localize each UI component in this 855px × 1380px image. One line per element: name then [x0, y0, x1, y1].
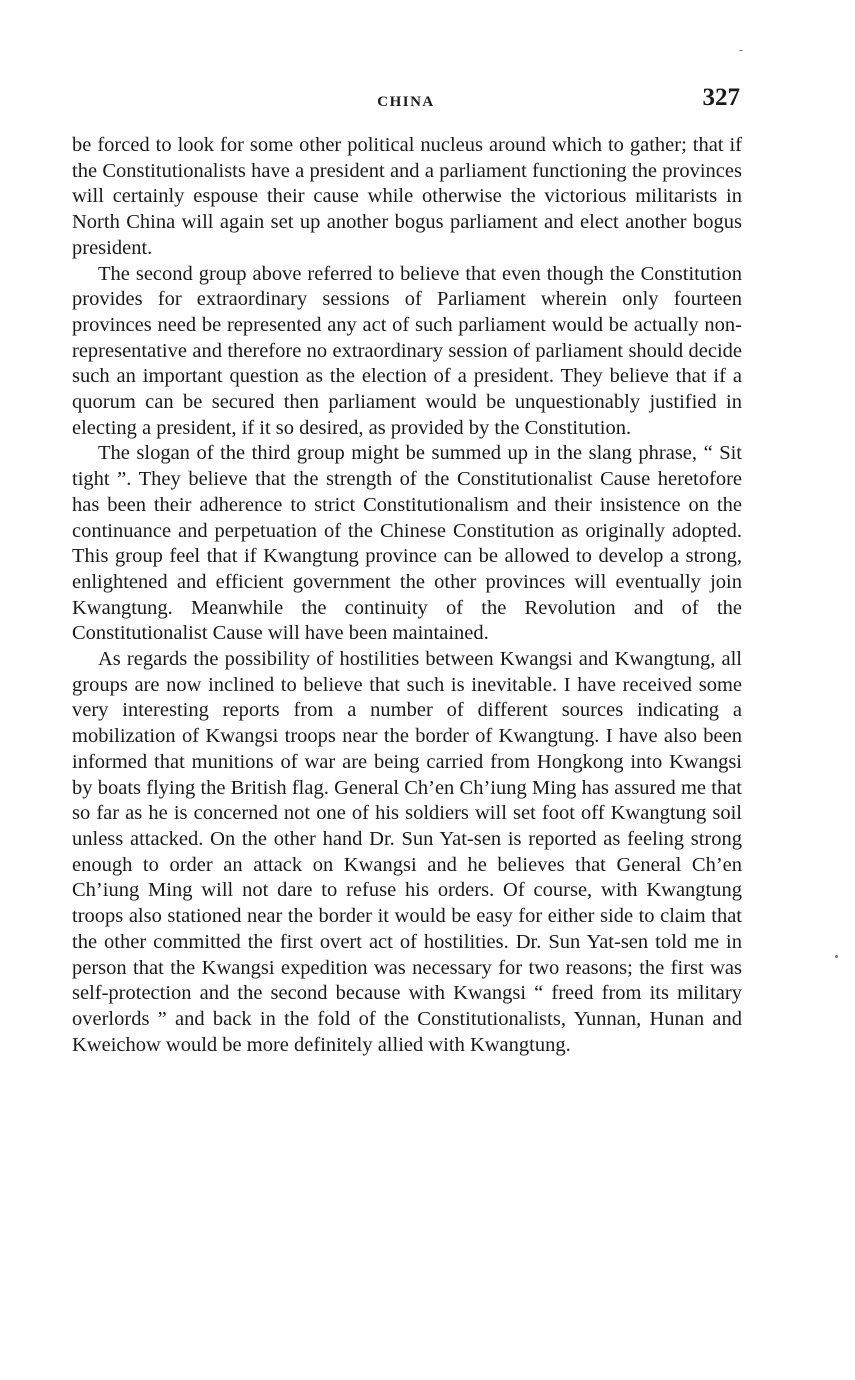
- paragraph-continuation: be forced to look for some other political nucleus around which to gather; that if the Constitutionalists have a president and a parliament functioning the provinces will certainly espouse their cause while otherwise the victorious militarists in North China will again set up another bogus parliament and elect another bogus president.: [72, 134, 742, 259]
- scan-speck: [835, 955, 838, 958]
- paragraph-second-group: The second group above referred to believe that even though the Constitution provides for extraordinary sessions of Parliament wherein only fourteen provinces need be represented any act of such parliament would be actually non-representative and therefore no extraordinary session of parliament should decide such an important question as the election of a president. They believe that if a quorum can be secured then parliament would be unquestionably justified in electing a president, if it so desired, as provided by the Constitution.: [72, 262, 742, 439]
- paragraph-third-group: The slogan of the third group might be summed up in the slang phrase, “ Sit tight ”. They believe that the strength of the Constitutionalist Cause heretofore has been their adherence to strict Constitutionalism and their insistence on the continuance and perpetuation of the Chinese Constitution as originally adopted. This group feel that if Kwangtung province can be allowed to develop a strong, enlightened and efficient government the other provinces will eventually join Kwangtung. Meanwhile the continuity of the Revolution and of the Constitutionalist Cause will have been maintained.: [72, 442, 742, 645]
- running-title: CHINA: [377, 94, 435, 110]
- paragraph-hostilities: As regards the possibility of hostilities between Kwangsi and Kwangtung, all groups are now inclined to believe that such is inevitable. I have received some very interesting reports from a number of different sources indicating a mobilization of Kwangsi troops near the border of Kwangtung. I have also been informed that munitions of war are being carried from Hongkong into Kwangsi by boats flying the British flag. General Ch’en Ch’iung Ming has assured me that so far as he is concerned not one of his soldiers will set foot off Kwangtung soil unless attacked. On the other hand Dr. Sun Yat-sen is reported as feeling strong enough to order an attack on Kwangsi and he believes that General Ch’en Ch’iung Ming will not dare to refuse his orders. Of course, with Kwangtung troops also stationed near the border it would be easy for either side to claim that the other committed the first overt act of hostilities. Dr. Sun Yat-sen told me in person that the Kwangsi expedition was necessary for two reasons; the first was self-protection and the second because with Kwangsi “ freed from its military overlords ” and back in the fold of the Constitutionalists, Yunnan, Hunan and Kweichow would be more definitely allied with Kwangtung.: [72, 648, 742, 1056]
- body-text: [72, 133, 742, 1058]
- page-number: 327: [702, 84, 740, 111]
- scan-speck: [739, 50, 743, 51]
- running-header: [72, 84, 740, 120]
